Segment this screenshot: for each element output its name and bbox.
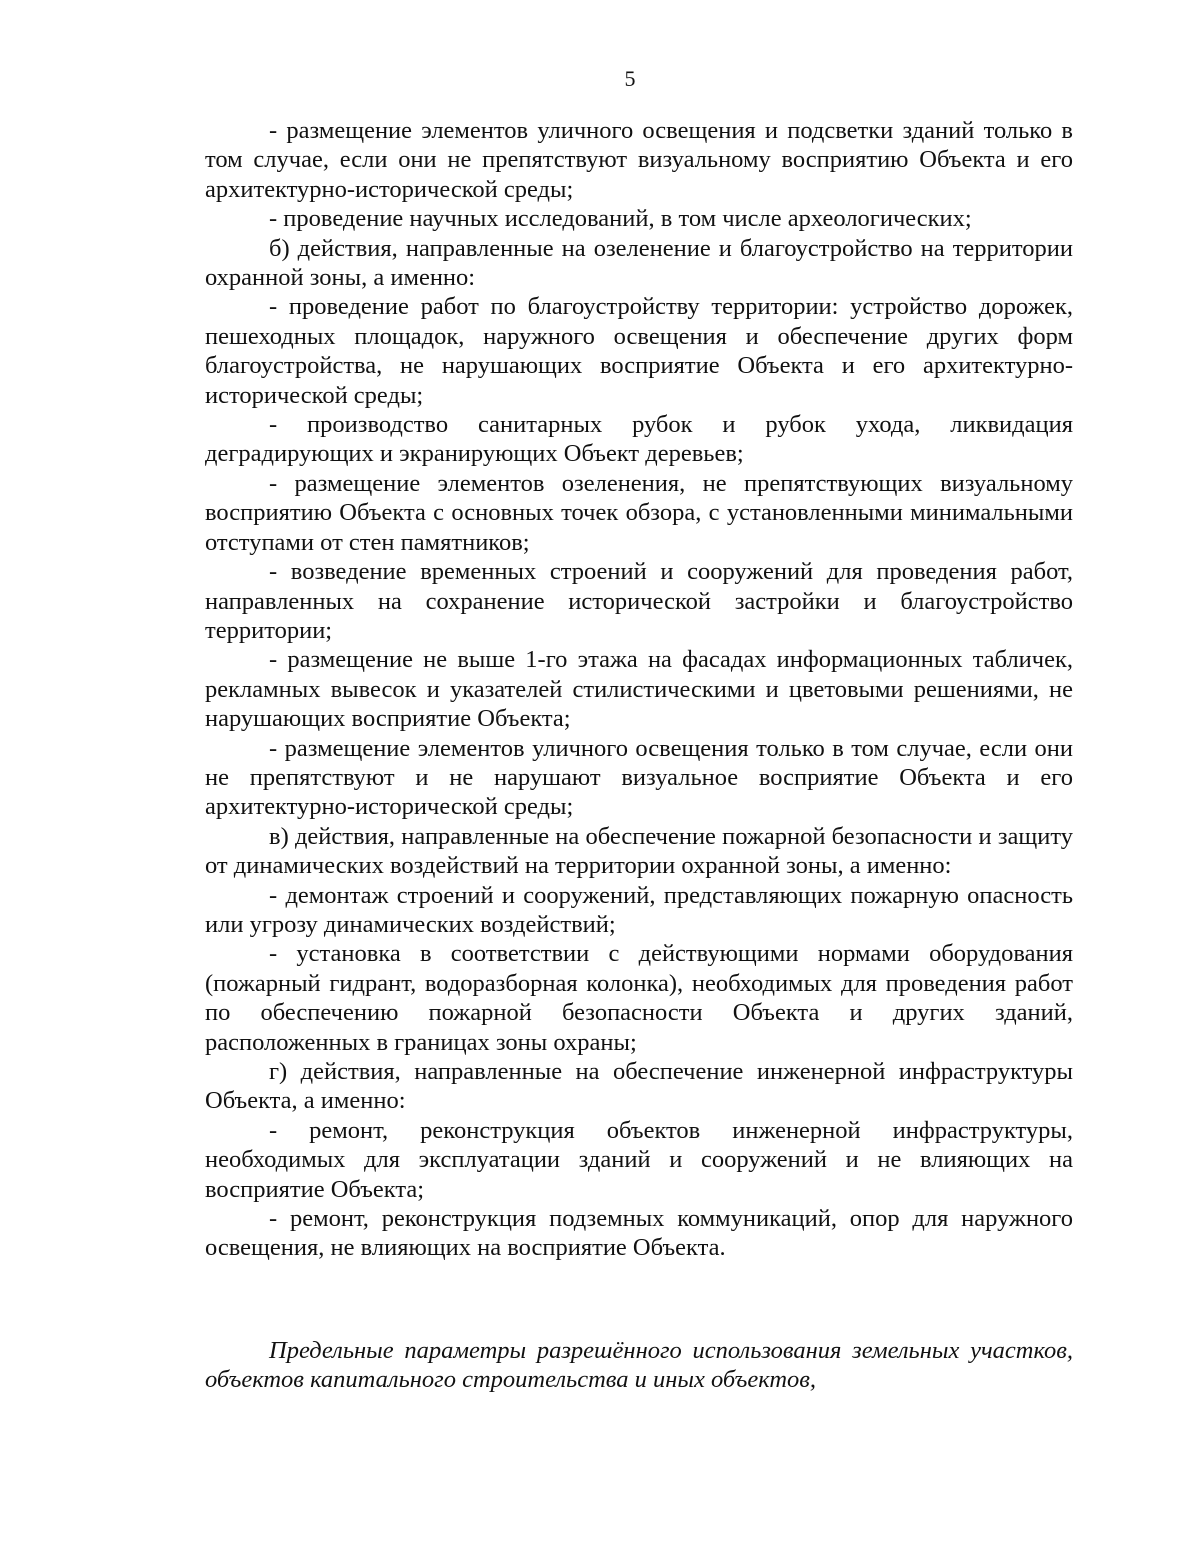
paragraph: - установка в соответствии с действующими нормами оборудования (пожарный гидрант, водоразборная колонка), необходимых для проведения работ по обеспечению пожарной безопасности Объекта и других зданий, расположенных в границах зоны охраны; [205, 940, 1073, 1056]
italic-section-heading: Предельные параметры разрешённого использования земельных участков, объектов капитального строительства и иных объектов, [205, 1337, 1073, 1394]
paragraph: - ремонт, реконструкция объектов инженерной инфраструктуры, необходимых для эксплуатации зданий и сооружений и не влияющих на восприятие Объекта; [205, 1116, 1073, 1203]
paragraph: - демонтаж строений и сооружений, представляющих пожарную опасность или угрозу динамических воздействий; [205, 881, 1073, 938]
paragraph: - возведение временных строений и сооружений для проведения работ, направленных на сохранение исторической застройки и благоустройство территории; [205, 558, 1073, 644]
paragraph: г) действия, направленные на обеспечение инженерной инфраструктуры Объекта, а именно: [205, 1058, 1073, 1115]
paragraph: - размещение элементов озеленения, не препятствующих визуальному восприятию Объекта с основных точек обзора, с установленными минимальными отступами от стен памятников; [205, 469, 1073, 556]
paragraph: - ремонт, реконструкция подземных коммуникаций, опор для наружного освещения, не влияющих на восприятие Объекта. [205, 1205, 1073, 1262]
paragraph: - размещение элементов уличного освещения только в том случае, если они не препятствуют и не нарушают визуальное восприятие Объекта и его архитектурно-исторической среды; [205, 734, 1073, 821]
page-number: 5 [624, 66, 636, 91]
paragraph: - размещение элементов уличного освещения и подсветки зданий только в том случае, если они не препятствуют визуальному восприятию Объекта и его архитектурно-исторической среды; [205, 117, 1073, 203]
paragraph: - размещение не выше 1-го этажа на фасадах информационных табличек, рекламных вывесок и указателей стилистическими и цветовыми решениями, не нарушающих восприятие Объекта; [205, 646, 1073, 733]
document-body [205, 116, 1073, 1263]
paragraph: б) действия, направленные на озеленение и благоустройство на территории охранной зоны, а именно: [205, 234, 1073, 292]
paragraph: - проведение работ по благоустройству территории: устройство дорожек, пешеходных площадок, наружного освещения и обеспечение других форм благоустройства, не нарушающих восприятие Объекта и его архитектурно-исторической среды; [205, 293, 1073, 409]
paragraph: в) действия, направленные на обеспечение пожарной безопасности и защиту от динамических воздействий на территории охранной зоны, а именно: [205, 822, 1073, 880]
paragraph: - проведение научных исследований, в том числе археологических; [269, 205, 972, 233]
paragraph: - производство санитарных рубок и рубок ухода, ликвидация деградирующих и экранирующих Объект деревьев; [205, 411, 1073, 468]
